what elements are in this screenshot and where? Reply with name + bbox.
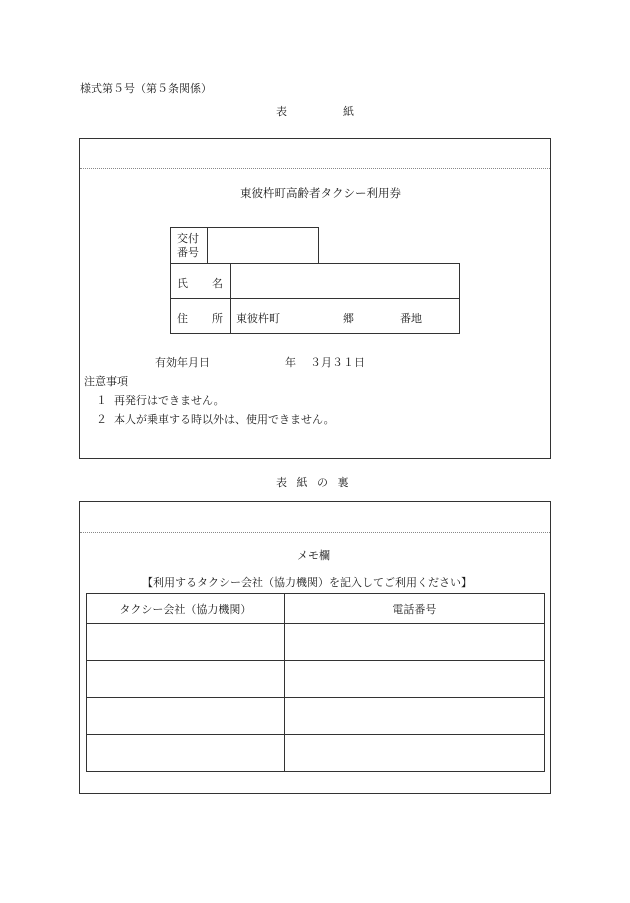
issue-label-line2: 番号 — [177, 246, 199, 259]
address-label-right: 所 — [212, 312, 223, 325]
note-2-num: ２ — [96, 413, 107, 426]
address-go: 郷 — [343, 312, 354, 325]
valid-label: 有効年月日 — [155, 356, 210, 369]
table-cell-phone — [284, 624, 544, 661]
cover-dotted-line — [80, 168, 550, 169]
note-1-text: 再発行はできません。 — [114, 394, 225, 407]
column-header-phone: 電話番号 — [284, 594, 544, 624]
memo-instruction: 【利用するタクシー会社（協力機関）を記入してご利用ください】 — [142, 576, 472, 589]
back-heading: 表 紙 の 裏 — [276, 476, 349, 489]
memo-table-header-row — [87, 594, 545, 624]
memo-table — [86, 593, 545, 772]
table-row — [87, 698, 545, 735]
name-label-left: 氏 — [177, 277, 188, 290]
table-cell-phone — [284, 661, 544, 698]
table-cell-company — [87, 698, 285, 735]
memo-title: メモ欄 — [297, 549, 330, 562]
issue-number-field — [207, 227, 319, 264]
name-label-right: 名 — [212, 277, 223, 290]
valid-date: ３月３１日 — [310, 356, 365, 369]
note-1-num: １ — [96, 394, 107, 407]
issue-number-label — [177, 232, 199, 260]
table-cell-company — [87, 735, 285, 772]
table-row — [87, 624, 545, 661]
table-row — [87, 661, 545, 698]
form-label: 様式第５号（第５条関係） — [80, 82, 212, 95]
column-header-taxi-company: タクシー会社（協力機関） — [87, 594, 285, 624]
address-town: 東彼杵町 — [236, 312, 280, 325]
ticket-title: 東彼杵町高齢者タクシー利用券 — [240, 186, 401, 200]
table-cell-phone — [284, 698, 544, 735]
name-field — [230, 263, 460, 299]
issue-label-line1: 交付 — [177, 232, 199, 245]
address-banchi: 番地 — [400, 312, 422, 325]
cover-heading-left: 表 — [276, 105, 287, 118]
back-dotted-line — [80, 532, 550, 533]
table-cell-phone — [284, 735, 544, 772]
note-2-text: 本人が乗車する時以外は、使用できません。 — [114, 413, 335, 426]
cover-heading-right: 紙 — [343, 105, 354, 118]
valid-year: 年 — [285, 356, 296, 369]
table-row — [87, 735, 545, 772]
table-cell-company — [87, 661, 285, 698]
table-cell-company — [87, 624, 285, 661]
notes-title: 注意事項 — [84, 375, 128, 388]
address-label-left: 住 — [177, 312, 188, 325]
